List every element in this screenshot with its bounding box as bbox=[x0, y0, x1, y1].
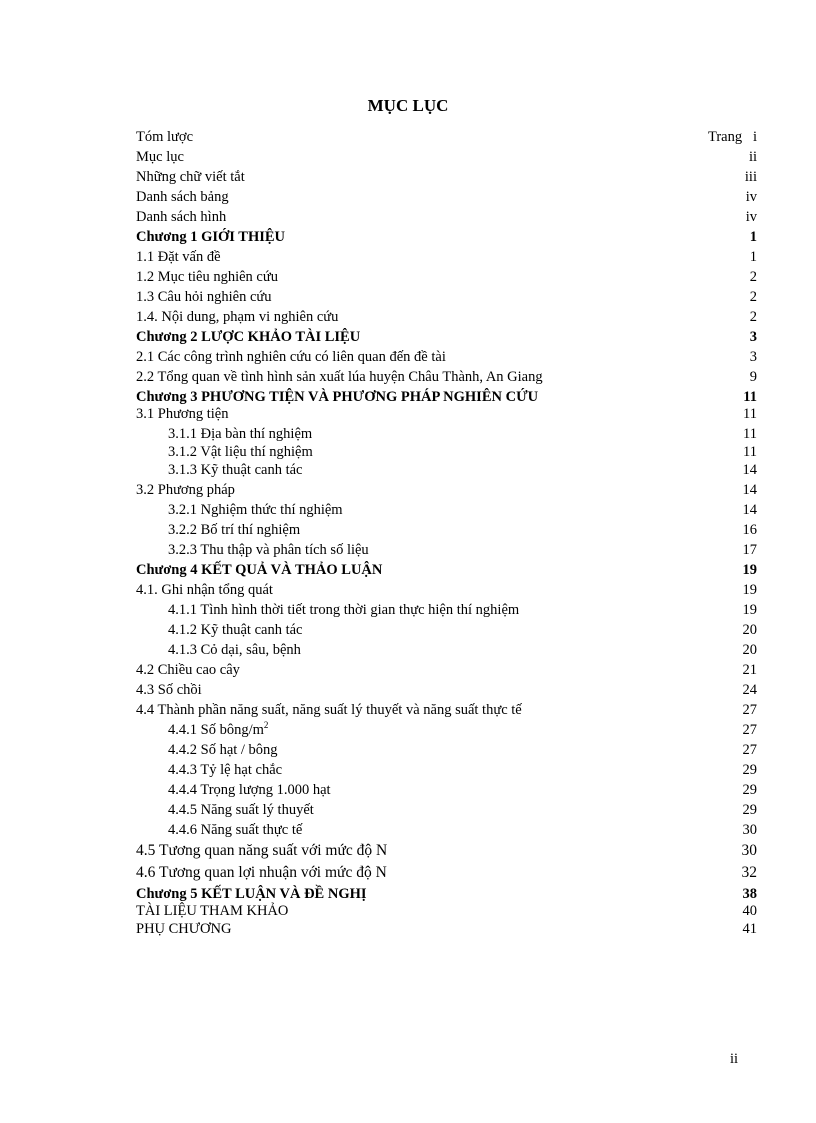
toc-entry bbox=[136, 483, 757, 503]
toc-entry-page: Trang i bbox=[707, 129, 757, 145]
toc-entry bbox=[136, 445, 757, 463]
toc-entry bbox=[136, 803, 757, 823]
toc-entry-label: Mục lục bbox=[136, 149, 184, 165]
toc-entry-page: 3 bbox=[749, 329, 757, 345]
toc-entry bbox=[136, 683, 757, 703]
toc-entry-label: Chương 2 LƯỢC KHẢO TÀI LIỆU bbox=[136, 329, 361, 345]
toc-entry bbox=[136, 643, 757, 663]
toc-entry-page: 20 bbox=[742, 642, 757, 658]
toc-entry-label: 1.1 Đặt vấn đề bbox=[136, 249, 221, 265]
toc-entry-label: Chương 3 PHƯƠNG TIỆN VÀ PHƯƠNG PHÁP NGHIÊN CỨU bbox=[136, 389, 539, 405]
toc-entry-page: 27 bbox=[742, 702, 757, 718]
toc-entry-page: iv bbox=[745, 189, 757, 205]
toc-entry-label: Chương 1 GIỚI THIỆU bbox=[136, 229, 286, 245]
toc-entry-label: 1.3 Câu hỏi nghiên cứu bbox=[136, 289, 272, 305]
toc-entry bbox=[136, 210, 757, 230]
toc-entry-page: 19 bbox=[742, 582, 757, 598]
toc-entry bbox=[136, 603, 757, 623]
toc-entry-page: 11 bbox=[743, 406, 757, 422]
toc-entry-page: 24 bbox=[742, 682, 757, 698]
toc-entry-page: 17 bbox=[742, 542, 757, 558]
toc-entry-label: 4.4 Thành phần năng suất, năng suất lý thuyết và năng suất thực tế bbox=[136, 702, 522, 718]
toc-entry-label: Danh sách hình bbox=[136, 209, 227, 225]
toc-entry-page: 11 bbox=[743, 389, 757, 405]
toc-entry-label: 2.2 Tổng quan về tình hình sản xuất lúa huyện Châu Thành, An Giang bbox=[136, 369, 543, 385]
toc-entry-label: Danh sách bảng bbox=[136, 189, 229, 205]
toc-entry bbox=[136, 904, 757, 922]
page-number: ii bbox=[730, 1051, 739, 1067]
toc-entry bbox=[136, 310, 757, 330]
toc-entry bbox=[136, 350, 757, 370]
toc-entry-page: 20 bbox=[742, 622, 757, 638]
toc-entry-label: 4.4.5 Năng suất lý thuyết bbox=[168, 802, 314, 818]
toc-entry-label: 3.2.2 Bố trí thí nghiệm bbox=[168, 522, 301, 538]
toc-entry-page: 1 bbox=[749, 229, 757, 245]
toc-entry-label: 4.5 Tương quan năng suất với mức độ N bbox=[136, 842, 388, 859]
toc-entry bbox=[136, 390, 757, 407]
toc-entry-label: 3.2 Phương pháp bbox=[136, 482, 235, 498]
toc-entry bbox=[136, 290, 757, 310]
toc-entry bbox=[136, 843, 757, 865]
toc-entry-label: 3.1.2 Vật liệu thí nghiệm bbox=[168, 444, 313, 460]
toc-entry-page: 11 bbox=[743, 444, 757, 460]
toc-entry-label: 4.1. Ghi nhận tổng quát bbox=[136, 582, 273, 598]
toc-entry-page: 30 bbox=[741, 842, 757, 859]
toc-entry-page: 27 bbox=[742, 722, 757, 738]
toc-entry bbox=[136, 250, 757, 270]
toc-entry-label: 4.6 Tương quan lợi nhuận với mức độ N bbox=[136, 864, 387, 881]
toc-entry-label: 1.2 Mục tiêu nghiên cứu bbox=[136, 269, 278, 285]
toc-entry bbox=[136, 783, 757, 803]
toc-entry bbox=[136, 663, 757, 683]
toc-entry-page: 1 bbox=[749, 249, 757, 265]
superscript: 2 bbox=[263, 720, 269, 731]
table-of-contents bbox=[136, 130, 757, 940]
toc-entry bbox=[136, 703, 757, 723]
toc-entry-label: Tóm lược bbox=[136, 129, 194, 145]
toc-entry-label: 3.2.3 Thu thập và phân tích số liệu bbox=[168, 542, 369, 558]
toc-entry-label: 2.1 Các công trình nghiên cứu có liên quan đến đề tài bbox=[136, 349, 446, 365]
toc-entry-page: ii bbox=[748, 149, 757, 165]
toc-entry-page: 14 bbox=[742, 482, 757, 498]
toc-entry bbox=[136, 427, 757, 445]
toc-entry bbox=[136, 763, 757, 783]
toc-entry bbox=[136, 407, 757, 427]
toc-entry-page: iii bbox=[744, 169, 757, 185]
toc-entry-label: Chương 4 KẾT QUẢ VÀ THẢO LUẬN bbox=[136, 562, 383, 578]
toc-entry-page: 27 bbox=[742, 742, 757, 758]
toc-entry-label: 4.1.1 Tình hình thời tiết trong thời gian thực hiện thí nghiệm bbox=[168, 602, 520, 618]
toc-entry bbox=[136, 523, 757, 543]
toc-entry bbox=[136, 130, 757, 150]
toc-entry-page: 3 bbox=[749, 349, 757, 365]
toc-entry bbox=[136, 370, 757, 390]
toc-entry-label: 4.4.1 Số bông/$m^2$ bbox=[168, 720, 269, 738]
toc-entry-label: Chương 5 KẾT LUẬN VÀ ĐỀ NGHỊ bbox=[136, 886, 367, 902]
toc-entry-page: 38 bbox=[742, 886, 757, 902]
toc-entry bbox=[136, 865, 757, 887]
toc-entry bbox=[136, 823, 757, 843]
toc-entry-page: 40 bbox=[742, 903, 757, 919]
toc-entry-page: 16 bbox=[742, 522, 757, 538]
toc-entry bbox=[136, 623, 757, 643]
toc-entry-page: 14 bbox=[742, 462, 757, 478]
toc-entry-label: 4.4.3 Tỷ lệ hạt chắc bbox=[168, 762, 283, 778]
toc-entry-page: 29 bbox=[742, 802, 757, 818]
toc-entry bbox=[136, 190, 757, 210]
toc-entry bbox=[136, 922, 757, 940]
toc-entry-page: 2 bbox=[749, 309, 757, 325]
toc-entry bbox=[136, 543, 757, 563]
toc-entry-page: 29 bbox=[742, 762, 757, 778]
toc-entry-page: 19 bbox=[742, 602, 757, 618]
toc-entry-label: 1.4. Nội dung, phạm vi nghiên cứu bbox=[136, 309, 339, 325]
toc-entry-page: 2 bbox=[749, 269, 757, 285]
toc-entry bbox=[136, 720, 757, 743]
toc-entry-page: 30 bbox=[742, 822, 757, 838]
toc-entry-page: 11 bbox=[743, 426, 757, 442]
toc-entry bbox=[136, 887, 757, 904]
toc-entry bbox=[136, 230, 757, 250]
toc-entry-label: 4.3 Số chồi bbox=[136, 682, 202, 698]
toc-entry bbox=[136, 270, 757, 290]
toc-entry-page: 29 bbox=[742, 782, 757, 798]
toc-entry-label: 3.1 Phương tiện bbox=[136, 406, 229, 422]
toc-entry-page: 32 bbox=[741, 864, 757, 881]
toc-entry-label: 3.2.1 Nghiệm thức thí nghiệm bbox=[168, 502, 343, 518]
toc-entry bbox=[136, 743, 757, 763]
toc-entry-label: 4.2 Chiều cao cây bbox=[136, 662, 240, 678]
toc-entry-label: PHỤ CHƯƠNG bbox=[136, 921, 232, 937]
toc-entry-label: 4.1.2 Kỹ thuật canh tác bbox=[168, 622, 303, 638]
toc-entry bbox=[136, 150, 757, 170]
page-title: MỤC LỤC bbox=[367, 96, 449, 115]
toc-entry bbox=[136, 330, 757, 350]
toc-entry-label: 4.1.3 Cỏ dại, sâu, bệnh bbox=[168, 642, 301, 658]
toc-entry-page: 21 bbox=[742, 662, 757, 678]
toc-entry-page: 19 bbox=[742, 562, 757, 578]
toc-entry-label: 3.1.3 Kỹ thuật canh tác bbox=[168, 462, 303, 478]
toc-entry bbox=[136, 583, 757, 603]
toc-entry bbox=[136, 503, 757, 523]
toc-entry-label: Những chữ viết tắt bbox=[136, 169, 245, 185]
toc-entry-label: 4.4.6 Năng suất thực tế bbox=[168, 822, 303, 838]
toc-entry-page: 41 bbox=[742, 921, 757, 937]
toc-entry-page: 9 bbox=[749, 369, 757, 385]
toc-entry-label: TÀI LIỆU THAM KHẢO bbox=[136, 903, 289, 919]
toc-entry bbox=[136, 463, 757, 483]
toc-entry-label: 4.4.2 Số hạt / bông bbox=[168, 742, 278, 758]
toc-entry-label: 4.4.4 Trọng lượng 1.000 hạt bbox=[168, 782, 331, 798]
toc-entry-page: iv bbox=[745, 209, 757, 225]
toc-entry bbox=[136, 170, 757, 190]
toc-entry bbox=[136, 563, 757, 583]
toc-entry-page: 2 bbox=[749, 289, 757, 305]
toc-entry-page: 14 bbox=[742, 502, 757, 518]
toc-entry-label: 3.1.1 Địa bàn thí nghiệm bbox=[168, 426, 313, 442]
